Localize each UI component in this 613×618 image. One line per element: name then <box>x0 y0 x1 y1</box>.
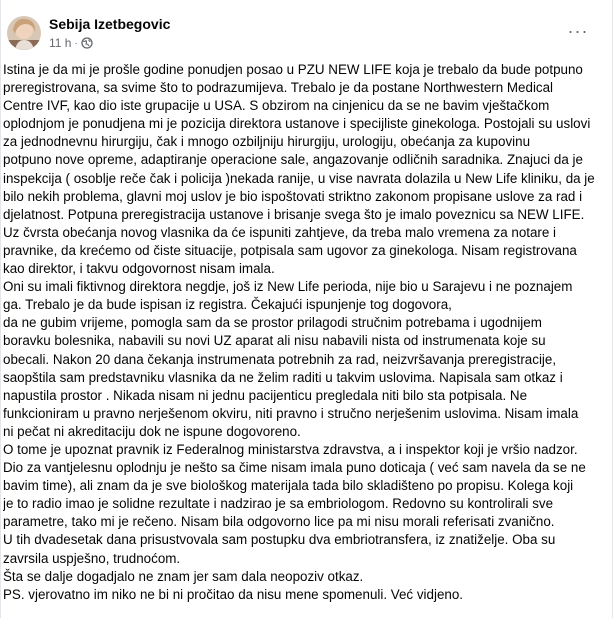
post-text-line: djelatnost. Potpuna preregistracija ustanove i brisanje svega što je imalo poveznicu sa NEW LIFE. <box>3 206 585 222</box>
post-text-line: potpuno nove opreme, adaptiranje operacione sale, angazovanje odličnih saradnika. Znajuci da je <box>3 152 583 168</box>
post-text-line: pravnike, da krećemo od čiste situacije, potpisala sam ugovor za ginekologa. Nisam registrovana <box>3 242 577 258</box>
post-text-line: preregistrovana, sa svime što to podrazumijeva. Trebalo je da postane Northwestern Medical <box>3 80 554 96</box>
post-text-line: Istina je da mi je prošle godine ponudjen posao u PZU NEW LIFE koja je trebalo da bude potpuno <box>3 62 583 77</box>
more-options-icon[interactable]: ··· <box>567 21 589 41</box>
post-text-line: bilo nekih problema, glavni moj uslov je bio ispoštovati striktno zakonom propisane uslove za rad i <box>3 188 583 204</box>
post-text-line: U tih dvadesetak dana prisustvovala sam postupku dva embriotransfera, iz znatiželje. Oba su <box>3 532 556 548</box>
post-text-line: da ne gubim vrijeme, pomogla sam da se prostor prilagodi stručnim potrebama i ugodnijem <box>3 315 542 331</box>
post-text-line: je to radio imao je solidne rezultate i nadzirao je sa embriologom. Redovno su kontrolirali sve <box>3 496 554 512</box>
post-text-line: PS. vjerovatno im niko ne bi ni pročitao da nisu mene spomenuli. Već vidjeno. <box>3 586 464 602</box>
post-text-line: Centre IVF, kao dio iste grupacije u USA. S obzirom na cinjenicu da se ne bavim vještačkom <box>3 98 550 114</box>
post-text-line: bavim time), ali znam da je sve biološkog materijala tada bilo skladišteno po propisu. Kolega koji <box>3 478 574 494</box>
avatar[interactable] <box>7 16 41 50</box>
post-text-line: Uz čvrsta obećanja novog vlasnika da će ispuniti zahtjeve, da treba malo vremena za notare i <box>3 224 557 240</box>
post-text-line: Šta se dalje dogadjalo ne znam jer sam dala neopoziv otkaz. <box>3 568 364 584</box>
post-text-line: Oni su imali fiktivnog direktora negdje, još iz New Life perioda, nije bio u Sarajevu i ne poznajem <box>3 279 573 295</box>
post-text-line: inspekcija ( osoblje reče čak i policija )nekada ranije, u vise navrata dolazila u New Life kliniku, da je <box>3 170 595 186</box>
post-text-line: funkcioniram u pravno nerješenom okviru, niti pravno i stručno nerješenim uslovima. Nisam imala <box>3 405 579 421</box>
post-text-line: saopštila sam predstavniku vlasnika da ne želim raditi u takvim uslovima. Napisala sam otkaz i <box>3 369 563 385</box>
post-text-line: ni pečat ni akreditaciju dok ne ispune dogovoreno. <box>3 423 301 439</box>
author-name[interactable]: Sebija Izetbegovic <box>49 16 171 32</box>
post-meta <box>49 36 93 50</box>
post-text-line: zavrsila uspješno, trudnoćom. <box>3 550 181 566</box>
post-text-line: boravku bolesnika, nabavili su novi UZ aparat ali nisu nabavili nista od instrumenata koje su <box>3 333 546 349</box>
post-text-line: oplodnjom je ponudjena mi je pozicija direktora ustanove i specijliste ginekologa. Postojali su uslovi <box>3 116 591 132</box>
post-text-line: ga. Trebalo je da bude ispisan iz registra. Čekajući ispunjenje tog dogovora, <box>3 297 452 313</box>
post-text-line: O tome je upoznat pravnik iz Federalnog ministarstva zdravstva, a i inspektor koji je vršio nadzor. <box>3 441 578 457</box>
post-text <box>3 61 609 604</box>
post-text-line: za jednodnevnu hirurgiju, čak i mnogo ozbiljniju hirurgiju, urologiju, obećanja za kupovinu <box>3 134 531 150</box>
avatar-photo <box>7 16 41 50</box>
post-text-line: parametre, tako mi je rečeno. Nisam bila odgovorno lice pa mi nisu morali referisati zvanično. <box>3 514 555 530</box>
post-text-line: napustila prostor . Nikada nisam ni jednu pacijenticu pregledala niti bilo sta potpisala. Ne <box>3 387 528 403</box>
post-text-line: Dio za vantjelesnu oplodnju je nešto sa čime nisam imala puno doticaja ( već sam navela da se ne <box>3 460 586 476</box>
post-timestamp[interactable]: 11 h <box>49 36 72 50</box>
globe-icon[interactable] <box>81 37 93 49</box>
post-text-line: kao direktor, i takvu odgovornost nisam imala. <box>3 261 275 277</box>
post-text-line: obecali. Nakon 20 dana čekanja instrumenata potrebnih za rad, neizvršavanja preregistracije, <box>3 351 557 367</box>
meta-separator: · <box>74 37 78 49</box>
post-header <box>1 0 612 62</box>
